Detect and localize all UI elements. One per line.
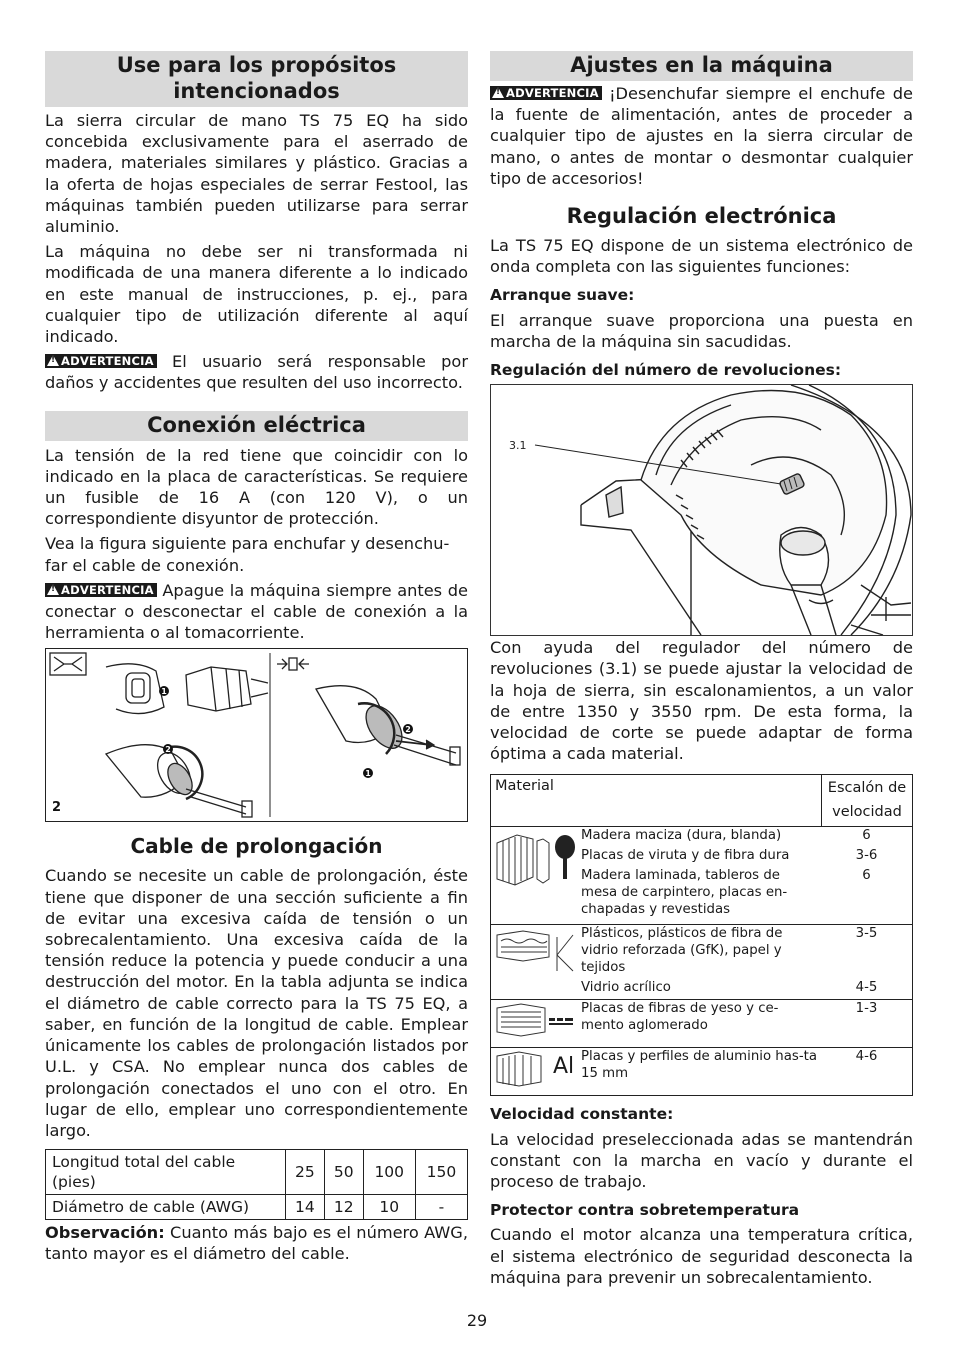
header-speed-step: Escalón de velocidad <box>822 775 913 827</box>
warning-badge: !ADVERTENCIA <box>45 354 157 368</box>
constant-speed-title: Velocidad constante: <box>490 1105 674 1124</box>
right-column <box>490 51 913 1288</box>
table-cell: 100 <box>363 1150 415 1195</box>
table-row-wood <box>491 827 913 925</box>
cable-note: Observación: Cuanto más bajo es el número AWG, tanto mayor es el diámetro del cable. <box>45 1223 468 1264</box>
table-row <box>46 1195 468 1220</box>
header-material: Material <box>491 775 822 827</box>
electrical-paragraph-1: La tensión de la red tiene que coincidir con lo indicado en la placa de características. Se requiere un fusible de 16 A (con 120 V), o un correspondiente disyuntor de protección. <box>45 445 468 529</box>
table-row-gypsum <box>491 1000 913 1048</box>
figure-2-number: 2 <box>52 800 62 816</box>
plastic-icon <box>491 925 579 999</box>
section-title-electronic-control: Regulación electrónica <box>566 204 837 229</box>
material-speed-table <box>490 774 913 1096</box>
table-cell: 12 <box>324 1195 363 1220</box>
plug-connection-drawing <box>46 649 467 821</box>
table-cell: 150 <box>415 1150 467 1195</box>
page-number: 29 <box>466 1311 488 1330</box>
aluminium-symbol: Al <box>553 1054 575 1080</box>
warning-badge: !ADVERTENCIA <box>490 86 602 100</box>
overtemp-title: Protector contra sobretemperatura <box>490 1201 800 1220</box>
section-title-intended-use: Use para los propósitos intencionados <box>45 51 468 107</box>
figure-2-plug-illustration <box>45 648 468 822</box>
wood-tree-icon <box>491 827 579 921</box>
cable-gauge-table <box>45 1149 468 1220</box>
aluminium-icon <box>491 1048 579 1095</box>
figure-3-speed-dial <box>490 384 913 636</box>
table-row: Plásticos, plásticos de fibra de vidrio reforzada (GfK), papel y tejidos 3-5 <box>581 926 878 976</box>
saw-speed-dial-drawing <box>491 385 912 635</box>
constant-speed-text: La velocidad preseleccionada adas se mantendrán constant con la marcha en vacío y durante el proceso de trabajo. <box>490 1129 913 1192</box>
table-cell: 10 <box>363 1195 415 1220</box>
speed-control-text: Con ayuda del regulador del número de revoluciones (3.1) se puede ajustar la velocidad de la hoja de sierra, sin escalonamientos, a un valor de entre 1350 y 3550 rpm. De esta forma, la velocidad de corte se puede adaptar de forma óptima a cada material. <box>490 638 913 764</box>
section-title-electrical: Conexión eléctrica <box>45 411 468 441</box>
left-column <box>45 51 468 1265</box>
adjustments-warning: !ADVERTENCIA ¡Desenchufar siempre el enchufe de la fuente de alimentación, antes de proceder a cualquier tipo de ajustes en la sierra circular de mano, o antes de montar o desmontar cualquier tipo de accesorios! <box>490 83 913 189</box>
callout-2: 2 <box>165 745 171 755</box>
table-row: Placas de viruta y de fibra dura 3-6 <box>581 848 878 864</box>
extension-cable-paragraph: Cuando se necesite un cable de prolongación, éste tiene que disponer de una sección suficiente a fin de evitar una excesiva caída de tensión o un sobrecalentamiento. Una excesiva caída de la tensión reduce la potencia y puede conducir a una destrucción del motor. En la tabla adjunta se indica el diámetro de cable correcto para la TS 75 EQ, a saber, en función de la longitud de cable. Emplear únicamente los cables de prolongación listados por U.L. y CSA. No emplear nunca dos cables de prolongación conectados el uno con el otro. En lugar de ello, emplear uno correspondientemente largo. <box>45 866 468 1140</box>
table-row-plastics <box>491 925 913 1000</box>
table-cell: - <box>415 1195 467 1220</box>
table-row <box>46 1150 468 1195</box>
table-cell: 25 <box>286 1150 325 1195</box>
electrical-warning: !ADVERTENCIA Apague la máquina siempre antes de conectar o desconectar el cable de conexión a la herramienta o al tomacorriente. <box>45 580 468 644</box>
section-title-extension-cable: Cable de prolongación <box>130 834 383 859</box>
electrical-paragraph-2: Vea la figura siguiente para enchufar y desenchu-far el cable de conexión. <box>45 534 450 575</box>
table-cell: 50 <box>324 1150 363 1195</box>
electronic-control-intro: La TS 75 EQ dispone de un sistema electrónico de onda completa con las siguientes funciones: <box>490 236 913 277</box>
overtemp-text: Cuando el motor alcanza una temperatura crítica, el sistema electrónico de seguridad desconecta la máquina para prevenir un sobrecalentamiento. <box>490 1225 913 1287</box>
speed-control-title: Regulación del número de revoluciones: <box>490 361 842 380</box>
callout-1: 1 <box>365 769 371 779</box>
table-row: Placas y perfiles de aluminio has-ta 15 mm 4-6 <box>581 1049 878 1082</box>
table-row: Madera laminada, tableros de mesa de carpintero, placas en-chapadas y revestidas 6 <box>581 868 871 918</box>
intended-use-warning: !ADVERTENCIA El usuario será responsable por daños y accidentes que resulten del uso incorrecto. <box>45 351 468 393</box>
note-label: Observación: <box>45 1223 165 1243</box>
table-row: Placas de fibras de yeso y ce-mento aglomerado 1-3 <box>581 1001 878 1034</box>
soft-start-title: Arranque suave: <box>490 286 635 305</box>
soft-start-text: El arranque suave proporciona una puesta en marcha de la máquina sin sacudidas. <box>490 310 913 351</box>
table-cell-label: Diámetro de cable (AWG) <box>46 1195 286 1220</box>
table-row-aluminium <box>491 1048 913 1096</box>
callout-2: 2 <box>405 725 411 735</box>
table-row: Madera maciza (dura, blanda) 6 <box>581 828 871 844</box>
table-header-row <box>491 775 913 827</box>
warning-triangle-icon <box>492 87 504 98</box>
gypsum-board-icon <box>491 1000 579 1047</box>
warning-triangle-icon <box>47 355 59 366</box>
table-row: Vidrio acrílico 4-5 <box>581 980 878 996</box>
warning-triangle-icon <box>47 584 59 595</box>
table-cell-label: Longitud total del cable (pies) <box>46 1150 286 1195</box>
section-title-adjustments: Ajustes en la máquina <box>490 51 913 81</box>
intended-use-paragraph-2: La máquina no debe ser ni transformada ni modificada de una manera diferente a lo indicado en este manual de instrucciones, p. ej., para cualquier tipo de utilización diferente al aquí indicado. <box>45 242 468 347</box>
warning-badge: !ADVERTENCIA <box>45 583 157 597</box>
callout-1: 1 <box>161 687 167 697</box>
intended-use-paragraph-1: La sierra circular de mano TS 75 EQ ha sido concebida exclusivamente para el aserrado de madera, materiales similares y plástico. Gracias a la oferta de hojas especiales de serrar Festool, las máquinas también pueden utilizarse para serrar aluminio. <box>45 111 468 237</box>
table-cell: 14 <box>286 1195 325 1220</box>
callout-3-1: 3.1 <box>509 439 527 453</box>
